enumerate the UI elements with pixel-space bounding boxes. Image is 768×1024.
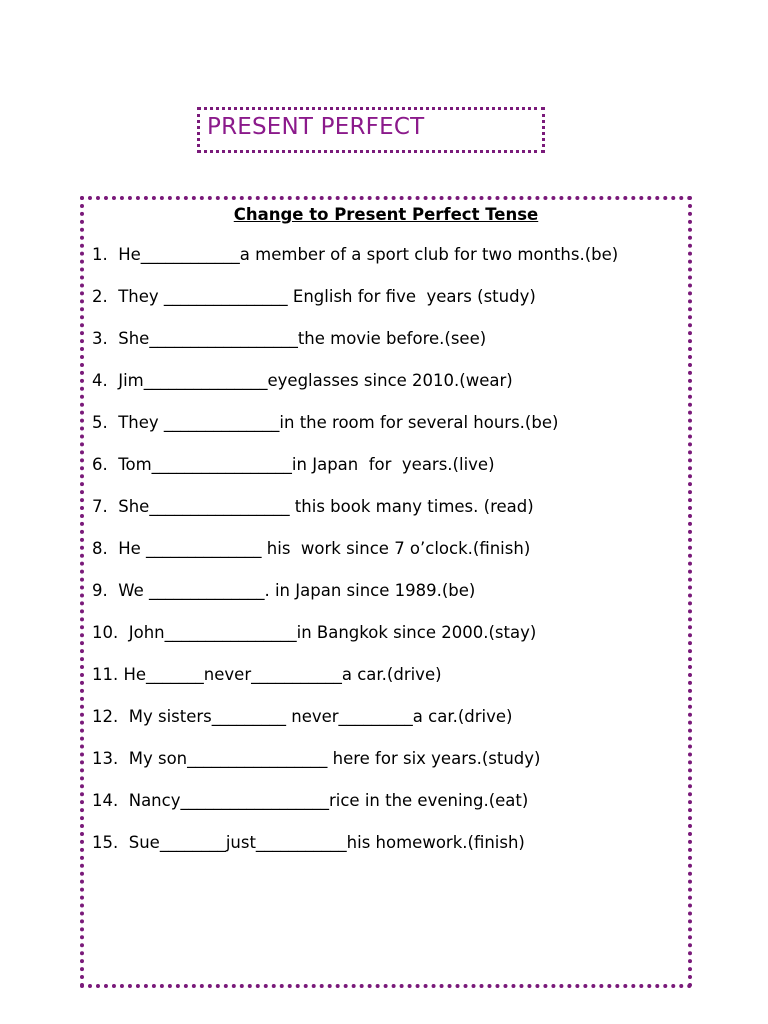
exercise-item-7: 7. She_________________ this book many times. (read) bbox=[92, 497, 534, 516]
exercise-item-2: 2. They _______________ English for five years (study) bbox=[92, 287, 536, 306]
exercise-item-8: 8. He ______________ his work since 7 o’clock.(finish) bbox=[92, 539, 531, 558]
exercise-item-13: 13. My son_________________ here for six years.(study) bbox=[92, 749, 541, 768]
exercise-box bbox=[80, 196, 692, 988]
exercise-item-9: 9. We ______________. in Japan since 1989.(be) bbox=[92, 581, 476, 600]
exercise-heading: Change to Present Perfect Tense bbox=[233, 205, 539, 224]
exercise-item-12: 12. My sisters_________ never_________a car.(drive) bbox=[92, 707, 513, 726]
exercise-item-14: 14. Nancy__________________rice in the evening.(eat) bbox=[92, 791, 529, 810]
page-title: PRESENT PERFECT bbox=[207, 114, 425, 140]
exercise-item-3: 3. She__________________the movie before.(see) bbox=[92, 329, 487, 348]
title-box bbox=[197, 107, 545, 153]
exercise-item-4: 4. Jim_______________eyeglasses since 2010.(wear) bbox=[92, 371, 513, 390]
exercise-item-11: 11. He_______never___________a car.(drive) bbox=[92, 665, 442, 684]
exercise-item-10: 10. John________________in Bangkok since 2000.(stay) bbox=[92, 623, 537, 642]
exercise-item-1: 1. He____________a member of a sport club for two months.(be) bbox=[92, 245, 619, 264]
exercise-item-15: 15. Sue________just___________his homework.(finish) bbox=[92, 833, 525, 852]
exercise-item-6: 6. Tom_________________in Japan for years.(live) bbox=[92, 455, 495, 474]
exercise-item-5: 5. They ______________in the room for several hours.(be) bbox=[92, 413, 559, 432]
